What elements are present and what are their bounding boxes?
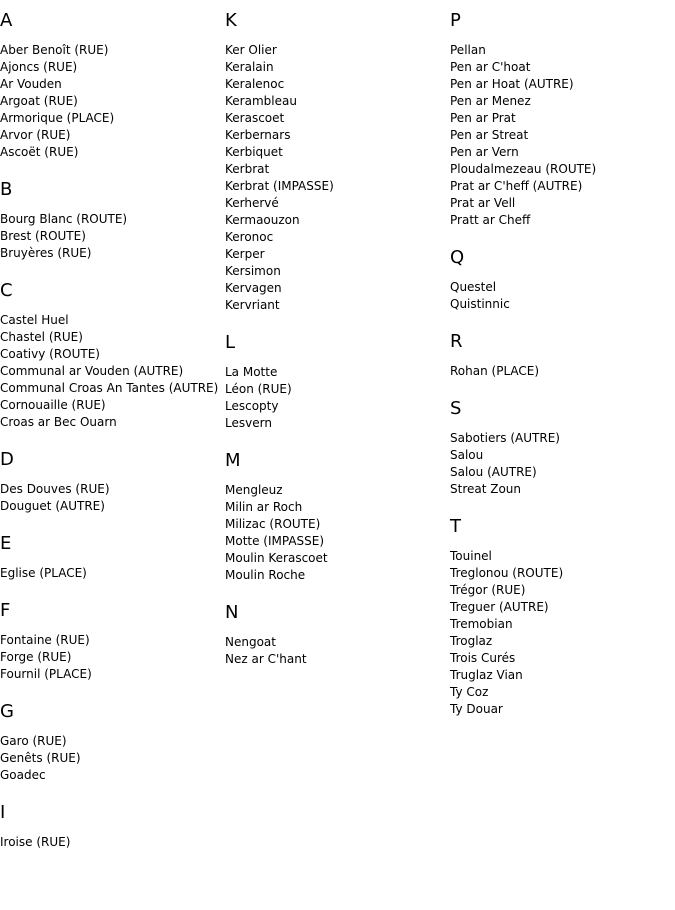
letter-section-n [225, 602, 447, 668]
street-link-motte-impasse[interactable]: Motte (IMPASSE) [225, 534, 325, 548]
street-link-kervagen[interactable]: Kervagen [225, 281, 282, 295]
street-link-keralain[interactable]: Keralain [225, 60, 274, 74]
street-link-castel-huel[interactable]: Castel Huel [0, 313, 69, 327]
letter-heading: L [225, 332, 236, 353]
letter-heading: F [0, 600, 11, 621]
letter-section-b [0, 179, 222, 262]
letter-heading: G [0, 701, 14, 722]
street-link-armorique-place[interactable]: Armorique (PLACE) [0, 111, 115, 125]
letter-heading: P [450, 10, 461, 31]
street-link-ar-vouden[interactable]: Ar Vouden [0, 77, 62, 91]
street-link-kermaouzon[interactable]: Kermaouzon [225, 213, 300, 227]
letter-heading: N [225, 602, 239, 623]
street-list [450, 42, 672, 229]
street-link-chastel-rue[interactable]: Chastel (RUE) [0, 330, 83, 344]
letter-section-g [0, 701, 222, 784]
index-column-2 [225, 10, 447, 686]
letter-section-a [0, 10, 222, 161]
street-link-streat-zoun[interactable]: Streat Zoun [450, 482, 522, 496]
street-link-salou[interactable]: Salou [450, 448, 484, 462]
street-link-eglise-place[interactable]: Eglise (PLACE) [0, 566, 87, 580]
letter-section-i [0, 802, 222, 851]
letter-heading: T [450, 516, 461, 537]
street-link-kersimon[interactable]: Kersimon [225, 264, 281, 278]
letter-heading: K [225, 10, 237, 31]
letter-section-k [225, 10, 447, 314]
street-link-coativy-route[interactable]: Coativy (ROUTE) [0, 347, 100, 361]
street-link-ker-olier[interactable]: Ker Olier [225, 43, 277, 57]
street-link-ty-coz[interactable]: Ty Coz [450, 685, 489, 699]
letter-section-d [0, 449, 222, 515]
letter-section-t [450, 516, 672, 718]
street-link-milizac-route[interactable]: Milizac (ROUTE) [225, 517, 321, 531]
street-link-kerherve[interactable]: Kerhervé [225, 196, 279, 210]
street-link-pellan[interactable]: Pellan [450, 43, 486, 57]
letter-heading: A [0, 10, 13, 31]
street-link-milin-ar-roch[interactable]: Milin ar Roch [225, 500, 303, 514]
street-link-bourg-blanc-route[interactable]: Bourg Blanc (ROUTE) [0, 212, 128, 226]
street-link-communal-croas-an-tantes-autre[interactable]: Communal Croas An Tantes (AUTRE) [0, 381, 219, 395]
street-list [450, 548, 672, 718]
street-link-prat-ar-vell[interactable]: Prat ar Vell [450, 196, 516, 210]
street-list [225, 482, 447, 584]
street-link-mengleuz[interactable]: Mengleuz [225, 483, 283, 497]
street-link-treguer-autre[interactable]: Treguer (AUTRE) [450, 600, 549, 614]
letter-heading: E [0, 533, 12, 554]
street-link-moulin-roche[interactable]: Moulin Roche [225, 568, 306, 582]
street-link-cornouaille-rue[interactable]: Cornouaille (RUE) [0, 398, 106, 412]
street-link-bruyeres-rue[interactable]: Bruyères (RUE) [0, 246, 92, 260]
street-link-keralenoc[interactable]: Keralenoc [225, 77, 285, 91]
street-link-moulin-kerascoet[interactable]: Moulin Kerascoet [225, 551, 328, 565]
street-link-des-douves-rue[interactable]: Des Douves (RUE) [0, 482, 110, 496]
letter-section-p [450, 10, 672, 229]
street-link-douguet-autre[interactable]: Douguet (AUTRE) [0, 499, 105, 513]
street-link-kerbiquet[interactable]: Kerbiquet [225, 145, 283, 159]
street-link-troglaz[interactable]: Troglaz [450, 634, 493, 648]
street-link-nez-ar-c-hant[interactable]: Nez ar C'hant [225, 652, 307, 666]
index-column-3 [450, 10, 672, 736]
letter-heading: S [450, 398, 462, 419]
street-link-ploudalmezeau-route[interactable]: Ploudalmezeau (ROUTE) [450, 162, 597, 176]
street-list [0, 211, 222, 262]
street-link-kerbrat-impasse[interactable]: Kerbrat (IMPASSE) [225, 179, 334, 193]
street-link-leon-rue[interactable]: Léon (RUE) [225, 382, 292, 396]
street-link-prat-ar-c-heff-autre[interactable]: Prat ar C'heff (AUTRE) [450, 179, 583, 193]
street-link-kerbernars[interactable]: Kerbernars [225, 128, 291, 142]
street-link-goadec[interactable]: Goadec [0, 768, 46, 782]
letter-section-s [450, 398, 672, 498]
street-link-kerascoet[interactable]: Kerascoet [225, 111, 285, 125]
street-list [0, 42, 222, 161]
letter-section-r [450, 331, 672, 380]
street-link-kerper[interactable]: Kerper [225, 247, 265, 261]
street-link-ajoncs-rue[interactable]: Ajoncs (RUE) [0, 60, 78, 74]
street-list [225, 634, 447, 668]
street-list [450, 279, 672, 313]
street-link-kervriant[interactable]: Kervriant [225, 298, 280, 312]
street-link-brest-route[interactable]: Brest (ROUTE) [0, 229, 86, 243]
letter-heading: C [0, 280, 13, 301]
street-link-pen-ar-vern[interactable]: Pen ar Vern [450, 145, 519, 159]
street-link-argoat-rue[interactable]: Argoat (RUE) [0, 94, 78, 108]
street-link-ty-douar[interactable]: Ty Douar [450, 702, 503, 716]
street-link-treglonou-route[interactable]: Treglonou (ROUTE) [450, 566, 564, 580]
street-link-truglaz-vian[interactable]: Truglaz Vian [450, 668, 523, 682]
street-link-rohan-place[interactable]: Rohan (PLACE) [450, 364, 540, 378]
street-link-croas-ar-bec-ouarn[interactable]: Croas ar Bec Ouarn [0, 415, 117, 429]
street-link-kerambleau[interactable]: Kerambleau [225, 94, 297, 108]
street-link-pen-ar-streat[interactable]: Pen ar Streat [450, 128, 529, 142]
letter-section-f [0, 600, 222, 683]
letter-section-m [225, 450, 447, 584]
street-list [0, 733, 222, 784]
letter-section-q [450, 247, 672, 313]
street-link-tregor-rue[interactable]: Trégor (RUE) [450, 583, 526, 597]
street-link-arvor-rue[interactable]: Arvor (RUE) [0, 128, 71, 142]
street-link-trois-cures[interactable]: Trois Curés [450, 651, 516, 665]
letter-heading: Q [450, 247, 465, 268]
street-list [0, 481, 222, 515]
street-link-lescopty[interactable]: Lescopty [225, 399, 279, 413]
street-list [0, 312, 222, 431]
street-link-touinel[interactable]: Touinel [450, 549, 492, 563]
street-link-sabotiers-autre[interactable]: Sabotiers (AUTRE) [450, 431, 560, 445]
street-link-ascoet-rue[interactable]: Ascoët (RUE) [0, 145, 79, 159]
street-link-aber-benoit-rue[interactable]: Aber Benoît (RUE) [0, 43, 109, 57]
street-link-questel[interactable]: Questel [450, 280, 497, 294]
street-list [450, 363, 672, 380]
letter-heading: I [0, 802, 6, 823]
street-link-genets-rue[interactable]: Genêts (RUE) [0, 751, 81, 765]
street-link-pen-ar-c-hoat[interactable]: Pen ar C'hoat [450, 60, 531, 74]
street-list [0, 632, 222, 683]
street-list [0, 834, 222, 851]
letter-heading: B [0, 179, 13, 200]
street-link-la-motte[interactable]: La Motte [225, 365, 278, 379]
street-list [225, 42, 447, 314]
street-link-keronoc[interactable]: Keronoc [225, 230, 274, 244]
street-link-fournil-place[interactable]: Fournil (PLACE) [0, 667, 92, 681]
street-link-pen-ar-hoat-autre[interactable]: Pen ar Hoat (AUTRE) [450, 77, 574, 91]
street-list [450, 430, 672, 498]
letter-heading: M [225, 450, 241, 471]
letter-heading: R [450, 331, 463, 352]
street-link-salou-autre[interactable]: Salou (AUTRE) [450, 465, 537, 479]
letter-heading: D [0, 449, 14, 470]
street-list [0, 565, 222, 582]
street-link-fontaine-rue[interactable]: Fontaine (RUE) [0, 633, 90, 647]
index-column-1 [0, 10, 222, 869]
street-link-garo-rue[interactable]: Garo (RUE) [0, 734, 67, 748]
street-link-pratt-ar-cheff[interactable]: Pratt ar Cheff [450, 213, 531, 227]
street-link-iroise-rue[interactable]: Iroise (RUE) [0, 835, 71, 849]
street-link-pen-ar-prat[interactable]: Pen ar Prat [450, 111, 516, 125]
letter-section-c [0, 280, 222, 431]
letter-section-e [0, 533, 222, 582]
street-link-kerbrat[interactable]: Kerbrat [225, 162, 270, 176]
street-link-quistinnic[interactable]: Quistinnic [450, 297, 510, 311]
street-link-pen-ar-menez[interactable]: Pen ar Menez [450, 94, 531, 108]
street-link-communal-ar-vouden-autre[interactable]: Communal ar Vouden (AUTRE) [0, 364, 184, 378]
street-link-forge-rue[interactable]: Forge (RUE) [0, 650, 72, 664]
street-link-tremobian[interactable]: Tremobian [450, 617, 513, 631]
letter-section-l [225, 332, 447, 432]
street-list [225, 364, 447, 432]
street-link-lesvern[interactable]: Lesvern [225, 416, 272, 430]
street-link-nengoat[interactable]: Nengoat [225, 635, 276, 649]
